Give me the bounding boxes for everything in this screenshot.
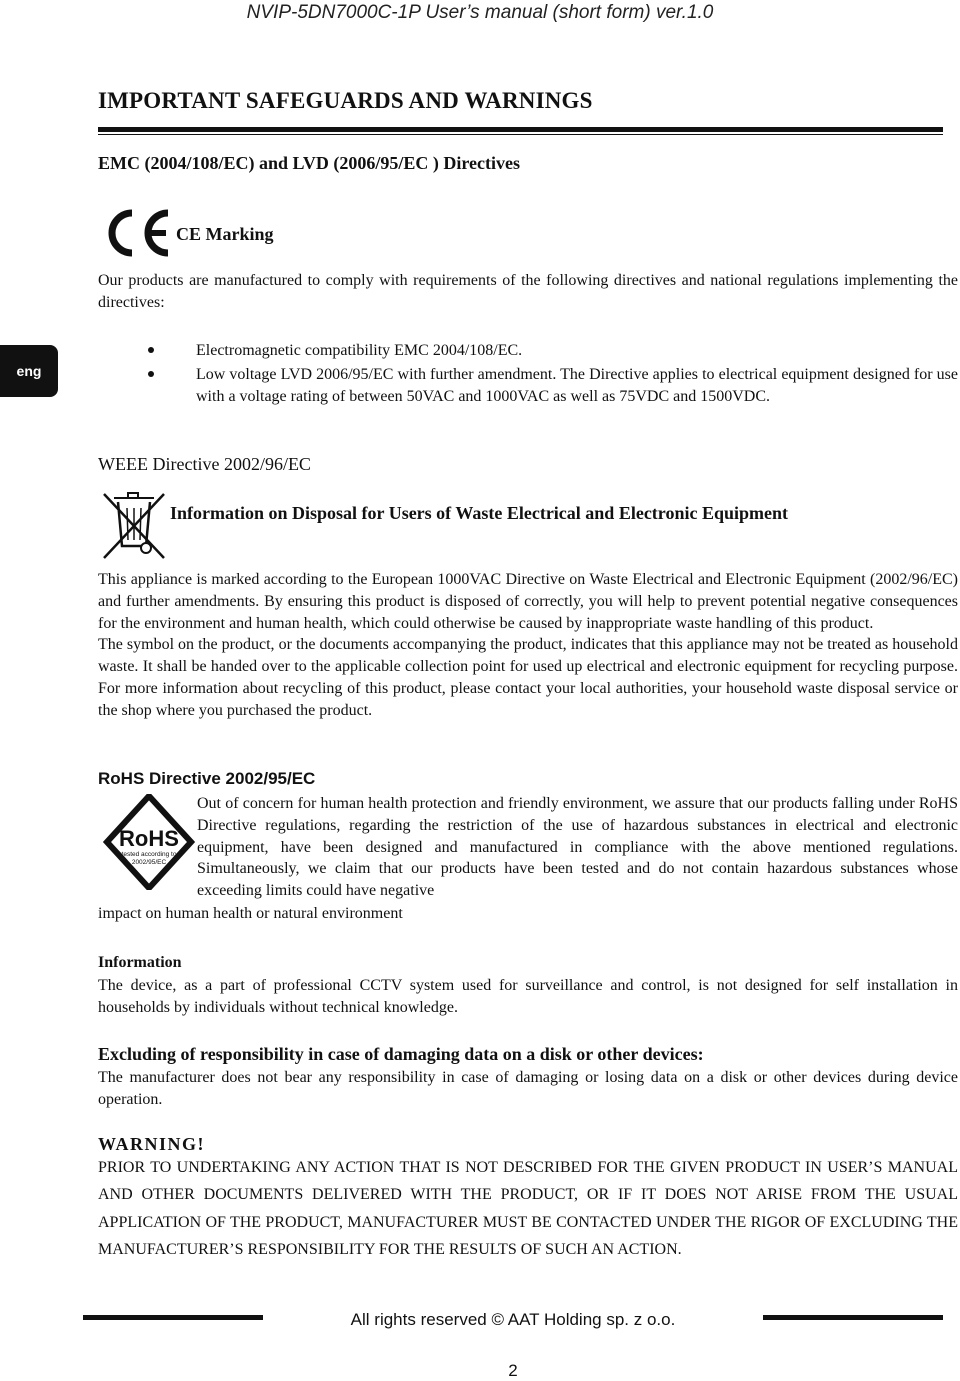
warning-heading: WARNING! xyxy=(98,1134,206,1154)
page-number: 2 xyxy=(508,1361,518,1380)
weee-paragraph-2: The symbol on the product, or the documents accompanying the product, indicates that this appliance may not be treated as household waste. It shall be handed over to the applicable collection point for used up electrical and electronic equipment for recycling purpose. For more information about recycling of this product, please contact your local authorities, your household waste disposal service or the shop where you purchased the product. xyxy=(98,636,958,719)
warning-text: PRIOR TO UNDERTAKING ANY ACTION THAT IS NOT DESCRIBED FOR THE GIVEN PRODUCT IN USER’S MANUAL AND OTHER DOCUMENTS DELIVERED WITH THE PRODUCT, OR IF IT DOES NOT ARISE FROM THE USUAL APPLICATION OF THE PRODUCT, MANUFACTURER MUST BE CONTACTED UNDER THE RIGOR OF EXCLUDING THE MANUFACTURER’S RESPONSIBILITY FOR THE RESULTS OF SUCH AN ACTION. xyxy=(98,1159,958,1259)
footer-copyright: All rights reserved © AAT Holding sp. z o.o. xyxy=(350,1310,676,1329)
information-text: The device, as a part of professional CCTV system used for surveillance and control, is not designed for self installation in households by individuals without technical knowledge. xyxy=(98,977,958,1016)
title-rule-thin xyxy=(98,134,943,135)
weee-subheading: Information on Disposal for Users of Waste Electrical and Electronic Equipment xyxy=(170,503,788,523)
emc-heading: EMC (2004/108/EC) and LVD (2006/95/EC ) Directives xyxy=(98,153,520,173)
emc-bullet-2: Low voltage LVD 2006/95/EC with further amendment. The Directive applies to electrical equipment designed for use with a voltage rating of between 50VAC and 1000VAC as well as 75VDC and 1500VDC. xyxy=(196,366,958,405)
rohs-logo-text: RoHS xyxy=(119,826,179,851)
rohs-heading: RoHS Directive 2002/95/EC xyxy=(98,769,316,788)
information-heading: Information xyxy=(98,954,182,971)
emc-intro: Our products are manufactured to comply with requirements of the following directives and national regulations implementing the directives: xyxy=(98,272,958,311)
title-rule-thick xyxy=(98,127,943,132)
ce-marking-label: CE Marking xyxy=(176,224,274,244)
weee-text xyxy=(98,569,958,722)
weee-paragraph-1: This appliance is marked according to the European 1000VAC Directive on Waste Electrical and Electronic Equipment (2002/96/EC) and further amendments. By ensuring this product is disposed of correctly, you will help to prevent potential negative consequences for the environment and human health, which could otherwise be caused by inappropriate waste handling of this product. xyxy=(98,571,958,632)
rohs-logo xyxy=(103,794,195,895)
crossed-bin-icon xyxy=(100,490,170,567)
language-tab: eng xyxy=(0,345,58,397)
rohs-text: Out of concern for human health protection and friendly environment, we assure that our products falling under RoHS Directive regulations, regarding the restriction of the use of hazardous substances in electrical and electronic equipment, have been designed and manufactured in compliance with the above mentioned regulations. Simultaneously, we claim that our products have been tested and do not contain hazardous substances whose exceeding limits could have negative xyxy=(197,795,958,900)
page-title: IMPORTANT SAFEGUARDS AND WARNINGS xyxy=(98,88,593,113)
rohs-logo-sub2: 2002/95/EC xyxy=(131,859,167,866)
weee-heading: WEEE Directive 2002/96/EC xyxy=(98,454,311,474)
rohs-logo-sub1: tested according to xyxy=(121,851,177,858)
excluding-text: The manufacturer does not bear any responsibility in case of damaging or losing data on a disk or other devices during device operation. xyxy=(98,1069,958,1108)
emc-bullet-1: Electromagnetic compatibility EMC 2004/108/EC. xyxy=(196,342,523,359)
bullet-dot xyxy=(148,371,154,377)
bullet-dot xyxy=(148,347,154,353)
excluding-heading: Excluding of responsibility in case of damaging data on a disk or other devices: xyxy=(98,1044,704,1064)
running-header: NVIP-5DN7000C-1P User’s manual (short form) ver.1.0 xyxy=(246,2,714,23)
rohs-text-tail: impact on human health or natural environment xyxy=(98,905,403,922)
ce-mark-icon xyxy=(102,207,174,264)
